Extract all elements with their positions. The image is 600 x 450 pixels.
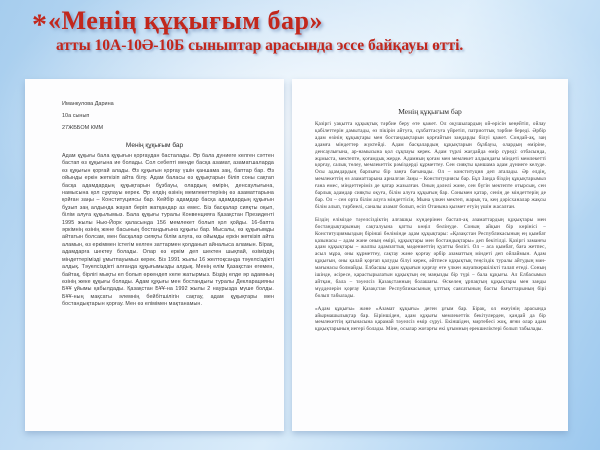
slide-title: «Менің құқығым бар» <box>48 6 323 35</box>
right-essay-title: Менің құқығым бар <box>398 107 462 116</box>
essay-paragraph: Қазіргі уақытта құқықтық тәрбие беру өте қажет. Ол оқушылардың ой-өрісін кеңейтіп, ойлау қабілеттерін дамытады, өз пікірін айтуға, сұхбаттасуға үйретіп, патриоттық тәрбие береді. Әрбір адам өзінің құқықтары мен бостандықтарын қорғайтын заңдарды білуі қажет. Сондай-ақ, заң адамға міндеттер жүктейді. Адам басқалардың құқықтарын бұзбауы, олардың өміріне, денсаулығына, ар-намысына қол сұқпауы керек. Адам түрлі жағдайда өмір сүреді: отбасында, жұмыста, мектепте, қоғамдық жерде. Адамның қоғам мен мемлекет алдындағы міндеті мемлекетті қорғау, салық төлеу, мемлекеттік рәміздерді құрметтеу. Сен сияқты қаншама адам дүниеге келуде. Осы адамдардың барлығы бір заңға бағынады. Ол – конституция деп аталады. Әр елдің, мемлекеттің өз азаматтарына арналған Заңы – Конституциясы бар. Бұл Заңда біздің құқықтарымыз ғана емес, міндеттеріміз де қатар жазылған. Оның дәлелі және, сен бүгін мектепте отырсың, сен барлық адамдар сияқты оқуға, білім алуға құқығың бар. Сонымен қатар, сенің де міндеттерің де бар. Ол – сен орта білім алуға міндеттісің. Мына үлкен мектеп, жарық та, кең дәрісханалар жақсы білім алып, тәрбиелі, саналы азамат болып, өсіп Отанына қызмет етуің үшін жасалған. <box>315 121 546 210</box>
left-essay-body: Адам құқығы бала құқығын қорғаудан басталады. Әр бала дүниеге келген сәттен бастап өз құқығына ие болады. Сол себепті менде басқа азамат, азаматшаларда өз құқығын қорғай алады. Өз құқығын қорғау үшін қаншама заң, баптар бар. Өз ойынды еркін жеткізіп айта білу. Адам баласы өз құқықтарын біліп соны сақтап басқа адамдардың құқықтарын бұзбауы, олардың өмірін, денсаулығына, намысына қол сұқпауы керек. Әр елдің өзінің мемлекеттерінің өз азаматтарына қойған заңы – Конституциясы бар. Кейбір адамдар басқа адамдардың құқығын бұзып заң алдында жауап беріп жатқандар аз емес. Біз басқалар сияқты оқып, білім алуға құқылымыз. Бала құқығы туралы Конвенцияға Қазақстан Президенті 1995 жылы Нью-Йорк қаласында 156 мемлекет болып қол қойды. 16-бапта әркімнің өзінің және басының бостандығына құқығы бар. Мысалы, өз құқығымды айтатын болсам, мен басқалар сияқты білім алуға, өз ойымды еркін жеткізіп айта аламын, өз еркіммен істегім келген заттармен қолданып айналыса аламын. Бірақ, адамдарға шектеу болады. Олар өз еркім деп шектен шықпай, өзіміздің міндеттерімізді ұмытпауымыз керек. Біз 1991 жылы 16 желтоқсанда тәуелсіздікті алдық. Тәуелсіздікті алғанда құқығымызды алдық. Менің елім Қазақстан егемен, байтақ, бірлігі мықты ел болып өркендеп келе жатырмыз. Біздің елде әр адамның өзінің жеке құқығы болады. Адам құқығы мен бостандығы туралы Декларацияны БҰҰ ұйымы қабылдады. Қазақстан БҰҰ-на 1992 жылы 2 наурызда мүше болды. БҰҰ-ның мақсаты әлемнің бейбітшілігін сақтау, адам құқықтары мен бостандықтарын қорғау. Мен өз елімімен мақтанамын. <box>62 153 274 308</box>
essay-paragraph: Біздің елімізде тәуелсіздіктің алғашқы күндерінен бастап-ақ азаматтардың құқықтары мен бостандықтарының сақталуына қатты көңіл бөлінуде. Соның айқын бір көрінісі – Конституциямыздың бірінші бөлімінде адам құқықтары: «Қазақстан Республикасының ең қымбат қазынасы – адам және оның өмірі, құқықтары мен бостандықтары» деп бекітілді. Қазіргі заманғы адам құқықтары – жалпы адамзаттық мәдениеттің қуатты бөлігі. Ол – аса қымбат, баға жетпес, асыл мұра, оны құрметтеу, сақтау және қорғау әрбір азаматтың міндеті деп ойлаймын. Адам құқығын, оны қалай қорғап қалуды білуі керек, әйтпесе құқықтық теңсіздік туралы айтудың мән-мағынасы болмайды. Елбасшы адам құқығын қорғау өте үлкен жауапкершілікті талап етеді. Соның ішінде, әсіресе, қарастырылатын құқықтың ең маңызды бір түрі – бала құқығы. Ал Елбасымыз айтқан, бала – тәуелсіз Қазақстанның болашағы. Өскелең ұрпақтың құқықтары мен заңды мүдделерін қорғау Қазақстан Республикасының ұлттық саясатының басты бағыттарының бірі болып табылады. <box>315 216 546 299</box>
essay-author-block <box>62 98 114 134</box>
slide-subtitle: атты 10А-10Ә-10Б сыныптар арасында эссе байқауы өтті. <box>56 37 464 54</box>
right-essay-body <box>315 121 546 339</box>
essay-author-name: Иманкулова Дарина <box>62 101 114 107</box>
essay-author-class: 10а сынып <box>62 113 90 119</box>
essay-paragraph: «Адам құқығы» және «Азамат құқығы» деген ұғым бар. Бірақ, ол екеуінің арасында айырмашылықтар бар. Біріншіден, адам құқығы мемлекеттік бекітулерден, қандай да бір мемлекеттің қатынасына қарамай тәуелсіз өмір сүруі. Екіншіден, мәртебесі жоқ, яғни олар адам құқықтарының иегері болады. Міне, осылар жоғарғы екі ұғымның ерекшеліктері болып табылады. <box>315 305 546 333</box>
right-essay-document <box>292 79 568 431</box>
left-essay-title: Менің құқығым бар <box>125 142 184 149</box>
essay-author-school: 27ЖББОМ КММ <box>62 125 104 131</box>
slide-title-block <box>30 6 570 55</box>
left-essay-document <box>25 79 284 431</box>
asterisk-bullet-icon: * <box>32 8 47 41</box>
